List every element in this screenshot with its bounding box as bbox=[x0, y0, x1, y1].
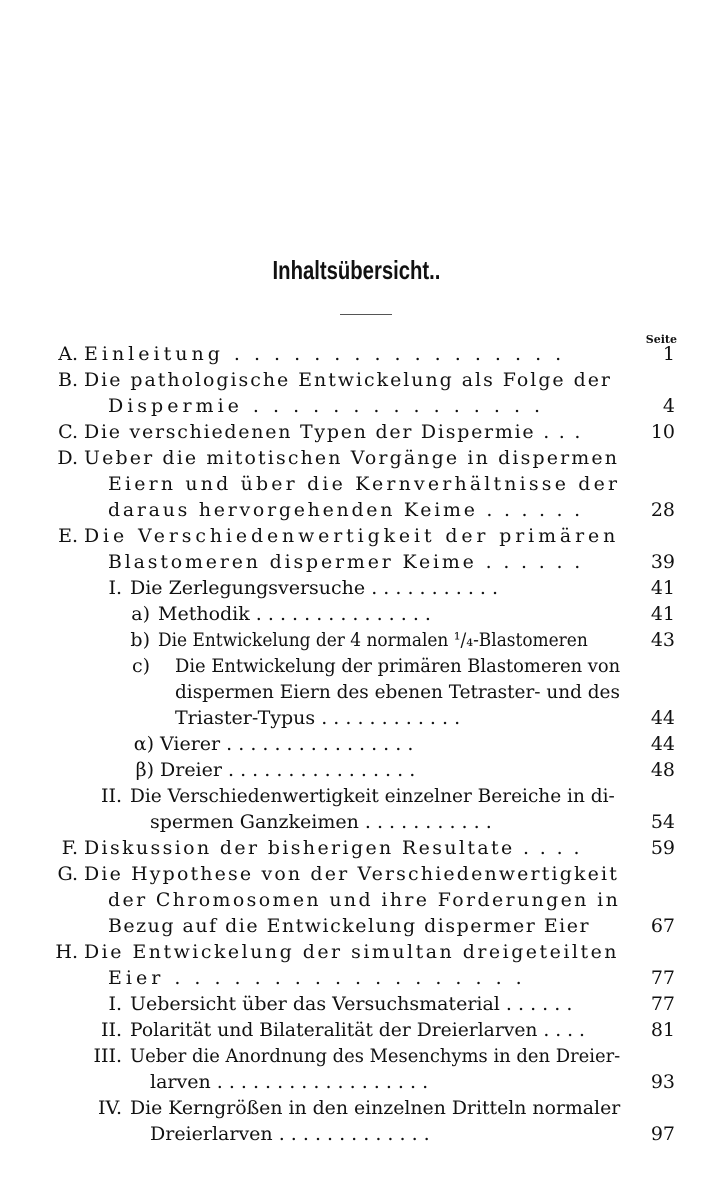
toc-entry-text: der Chromosomen und ihre Forderungen in bbox=[108, 889, 621, 911]
toc-entry-page: 59 bbox=[650, 837, 675, 859]
toc-entry-key: α) bbox=[133, 733, 154, 755]
toc-entry-page: 77 bbox=[650, 967, 675, 989]
toc-entry bbox=[0, 989, 713, 1015]
toc-entry-text: Dreier . . . . . . . . . . . . . . . . bbox=[160, 759, 416, 781]
toc-entry-text: dispermen Eiern des ebenen Tetraster- und des bbox=[175, 681, 620, 703]
toc-entry-key: B. bbox=[57, 369, 78, 391]
toc-entry bbox=[0, 859, 713, 885]
toc-entry-key: I. bbox=[108, 577, 122, 599]
toc-entry-key: G. bbox=[57, 863, 78, 885]
toc-entry-text: Die Verschiedenwertigkeit der primären bbox=[84, 525, 620, 547]
toc-entry-key: β) bbox=[135, 759, 154, 781]
page-title: Inhaltsübersicht.. bbox=[272, 255, 441, 285]
toc-entry bbox=[0, 1119, 713, 1145]
toc-entry-key: II. bbox=[100, 785, 122, 807]
toc-entry-text: Methodik . . . . . . . . . . . . . . . bbox=[158, 603, 431, 625]
toc-entry-text: Polarität und Bilateralität der Dreierlarven . . . . bbox=[130, 1019, 585, 1041]
page-column-header: Seite bbox=[645, 333, 677, 346]
toc-entry-page: 10 bbox=[650, 421, 675, 443]
toc-entry-page: 44 bbox=[650, 733, 675, 755]
toc-entry-key: F. bbox=[61, 837, 78, 859]
toc-entry-text: daraus hervorgehenden Keime . . . . . . bbox=[108, 499, 583, 521]
toc-entry-page: 39 bbox=[650, 551, 675, 573]
toc-entry bbox=[0, 1041, 713, 1067]
toc-entry bbox=[0, 339, 713, 365]
toc-entry-text: larven . . . . . . . . . . . . . . . . . . bbox=[150, 1071, 429, 1093]
toc-entry bbox=[0, 729, 713, 755]
toc-entry-key: b) bbox=[130, 629, 150, 651]
toc-entry bbox=[0, 833, 713, 859]
toc-entry-key: III. bbox=[93, 1045, 122, 1067]
toc-entry-key: II. bbox=[100, 1019, 122, 1041]
toc-entry-page: 67 bbox=[650, 915, 675, 937]
toc-entry-text: Dreierlarven . . . . . . . . . . . . . bbox=[150, 1123, 430, 1145]
toc-entry-text: Uebersicht über das Versuchsmaterial . . . . . . bbox=[130, 993, 573, 1015]
toc-entry-text: Triaster-Typus . . . . . . . . . . . . bbox=[175, 707, 461, 729]
toc-entry bbox=[0, 469, 713, 495]
toc-entry-page: 77 bbox=[650, 993, 675, 1015]
toc-entry-text: Vierer . . . . . . . . . . . . . . . . bbox=[160, 733, 414, 755]
toc-entry-text: Die Hypothese von der Verschiedenwertigkeit bbox=[84, 863, 620, 885]
toc-entry bbox=[0, 1015, 713, 1041]
toc-entry-key: a) bbox=[131, 603, 150, 625]
toc-entry-text: Eiern und über die Kernverhältnisse der bbox=[108, 473, 621, 495]
toc-entry bbox=[0, 677, 713, 703]
toc-entry-text: Dispermie . . . . . . . . . . . . . . . bbox=[108, 395, 545, 417]
title-divider bbox=[340, 314, 392, 315]
toc-entry-page: 41 bbox=[650, 577, 675, 599]
toc-entry bbox=[0, 365, 713, 391]
toc-entry-text: Die pathologische Entwickelung als Folge der bbox=[84, 369, 612, 391]
toc-entry-page: 44 bbox=[650, 707, 675, 729]
toc-entry bbox=[0, 417, 713, 443]
toc-entry bbox=[0, 885, 713, 911]
toc-entry bbox=[0, 937, 713, 963]
toc-entry-text: spermen Ganzkeimen . . . . . . . . . . . bbox=[150, 811, 492, 833]
toc-entry bbox=[0, 781, 713, 807]
toc-entry-page: 81 bbox=[650, 1019, 675, 1041]
toc-entry bbox=[0, 573, 713, 599]
toc-entry-page: 41 bbox=[650, 603, 675, 625]
toc-entry-key: E. bbox=[58, 525, 78, 547]
toc-entry bbox=[0, 521, 713, 547]
toc-entry-page: 4 bbox=[662, 395, 675, 417]
toc-entry-page: 1 bbox=[662, 343, 675, 365]
toc-entry-key: H. bbox=[55, 941, 78, 963]
toc-entry-text: Ueber die Anordnung des Mesenchyms in den Dreier- bbox=[130, 1045, 621, 1067]
toc-entry-key: c) bbox=[131, 655, 150, 677]
toc-entry-key: I. bbox=[108, 993, 122, 1015]
toc-entry-text: Ueber die mitotischen Vorgänge in dispermen bbox=[84, 447, 620, 469]
toc-entry-key: D. bbox=[57, 447, 78, 469]
toc-entry-text: Die Verschiedenwertigkeit einzelner Bereiche in di- bbox=[130, 785, 615, 807]
toc-entry-key: C. bbox=[58, 421, 78, 443]
toc-entry bbox=[0, 755, 713, 781]
toc-entry-page: 97 bbox=[650, 1123, 675, 1145]
toc-entry-text: Diskussion der bisherigen Resultate . . . . bbox=[84, 837, 582, 859]
toc-entry bbox=[0, 703, 713, 729]
toc-entry-page: 43 bbox=[650, 629, 675, 651]
toc-entry-page: 28 bbox=[650, 499, 675, 521]
toc-entry-text: Die Kerngrößen in den einzelnen Dritteln normaler bbox=[130, 1097, 621, 1119]
toc-entry bbox=[0, 651, 713, 677]
toc-entry bbox=[0, 547, 713, 573]
toc-entry-text: Die Entwickelung der simultan dreigeteilten bbox=[84, 941, 619, 963]
toc-entry bbox=[0, 1067, 713, 1093]
toc-entry-text: Die verschiedenen Typen der Dispermie . . . bbox=[84, 421, 583, 443]
toc-entry-key: IV. bbox=[98, 1097, 122, 1119]
toc-entry bbox=[0, 443, 713, 469]
toc-entry-page: 48 bbox=[650, 759, 675, 781]
toc-entry-text: Eier . . . . . . . . . . . . . . . . . . bbox=[108, 967, 526, 989]
toc-entry bbox=[0, 1093, 713, 1119]
toc-entry bbox=[0, 963, 713, 989]
toc-entry bbox=[0, 391, 713, 417]
toc-entry bbox=[0, 911, 713, 937]
toc-entry bbox=[0, 807, 713, 833]
toc-entry-key: A. bbox=[58, 343, 78, 365]
toc-entry-text: Bezug auf die Entwickelung dispermer Eier bbox=[108, 915, 591, 937]
toc-entry-text: Blastomeren dispermer Keime . . . . . . bbox=[108, 551, 584, 573]
toc-entry-page: 93 bbox=[650, 1071, 675, 1093]
toc-entry bbox=[0, 599, 713, 625]
toc-entry-text: Einleitung . . . . . . . . . . . . . . . . . bbox=[84, 343, 566, 365]
toc-entry-page: 54 bbox=[650, 811, 675, 833]
toc-entry bbox=[0, 625, 713, 651]
toc-entry bbox=[0, 495, 713, 521]
toc-entry-text: Die Zerlegungsversuche . . . . . . . . . . . bbox=[130, 577, 499, 599]
toc-entry-text: Die Entwickelung der 4 normalen ¹/₄-Blastomeren bbox=[158, 629, 588, 651]
toc-entry-text: Die Entwickelung der primären Blastomeren von bbox=[175, 655, 621, 677]
